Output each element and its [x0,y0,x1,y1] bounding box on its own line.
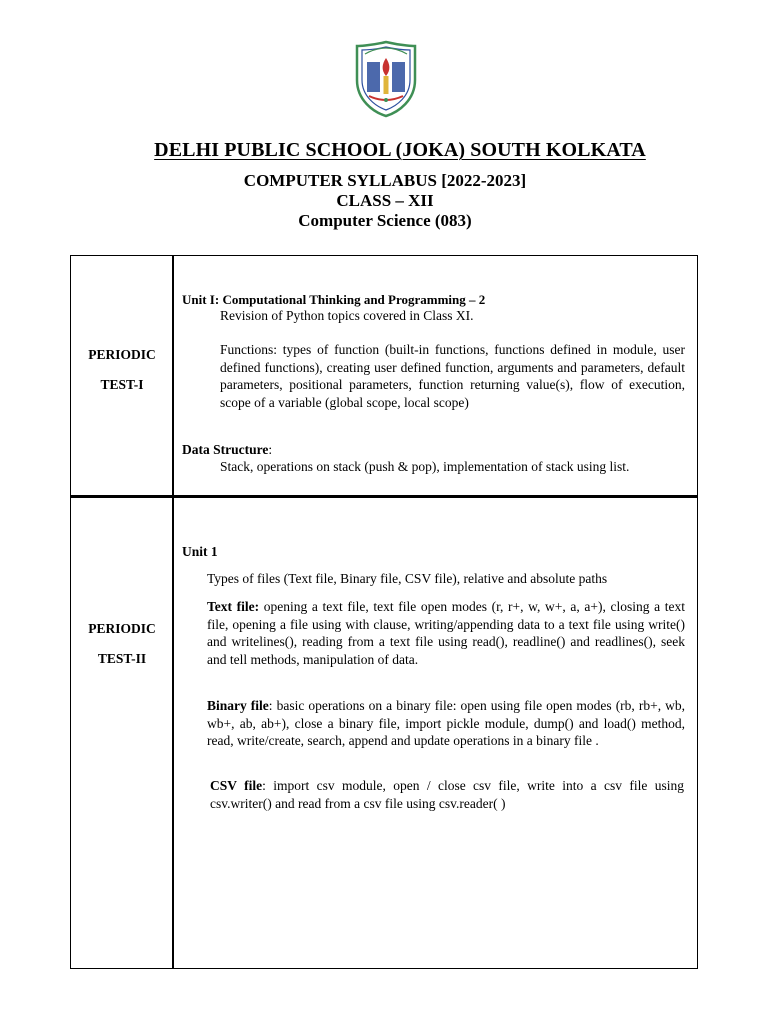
row-label-line2: TEST-II [97,651,147,666]
subject-title: Computer Science (083) [298,211,472,230]
school-crest-logo [353,40,419,118]
data-structure-colon: : [268,442,273,457]
table-row-divider [70,495,698,498]
row-label-line1: PERIODIC [88,347,156,362]
row-label-line2: TEST-I [100,377,144,392]
data-structure-text: Stack, operations on stack (push & pop), implementation of stack using list. [220,459,630,474]
school-name: DELHI PUBLIC SCHOOL (JOKA) SOUTH KOLKATA [154,139,646,161]
table-column-divider [172,255,174,969]
revision-text: Revision of Python topics covered in Class XI. [220,308,474,323]
row-label-periodic-test-2 [72,614,172,674]
binary-file-paragraph [207,697,685,750]
data-structure-label: Data Structure [182,442,269,457]
syllabus-title: COMPUTER SYLLABUS [2022-2023] [243,171,527,190]
row-label-line1: PERIODIC [88,621,156,636]
csv-file-paragraph [210,777,684,812]
csv-file-label: CSV file [210,778,263,793]
text-file-label: Text file: [207,599,260,614]
unit-heading: Unit 1 [182,544,218,559]
text-file-body: opening a text file, text file open modes (r, r+, w, w+, a, a+), closing a text file, opening a file using with clause, writing/appending data to a text file using write() and writelines(), reading from a text file using read(), readline() and readlines(), seek and tell methods, manipulation of data. [207,599,685,667]
text-file-paragraph [207,598,685,668]
functions-text: Functions: types of function (built-in functions, functions defined in module, user defined functions), creating user defined function, arguments and parameters, default parameters, positional parameters, function returning value(s), flow of execution, scope of a variable (global scope, local scope) [220,342,685,410]
types-of-files-text: Types of files (Text file, Binary file, CSV file), relative and absolute paths [207,571,608,586]
csv-file-body: : import csv module, open / close csv file, write into a csv file using csv.writer() and read from a csv file using csv.reader( ) [210,778,684,811]
class-title: CLASS – XII [336,191,434,210]
unit-1-heading: Unit I: Computational Thinking and Programming – 2 [182,292,486,307]
data-structure-heading [182,441,272,459]
row-label-periodic-test-1 [72,340,172,400]
binary-file-body: : basic operations on a binary file: open using file open modes (rb, rb+, wb, wb+, ab, ab+), close a binary file, import pickle module, dump() and load() method, read, write/create, search, append and update operations in a binary file . [207,698,685,748]
binary-file-label: Binary file [207,698,269,713]
